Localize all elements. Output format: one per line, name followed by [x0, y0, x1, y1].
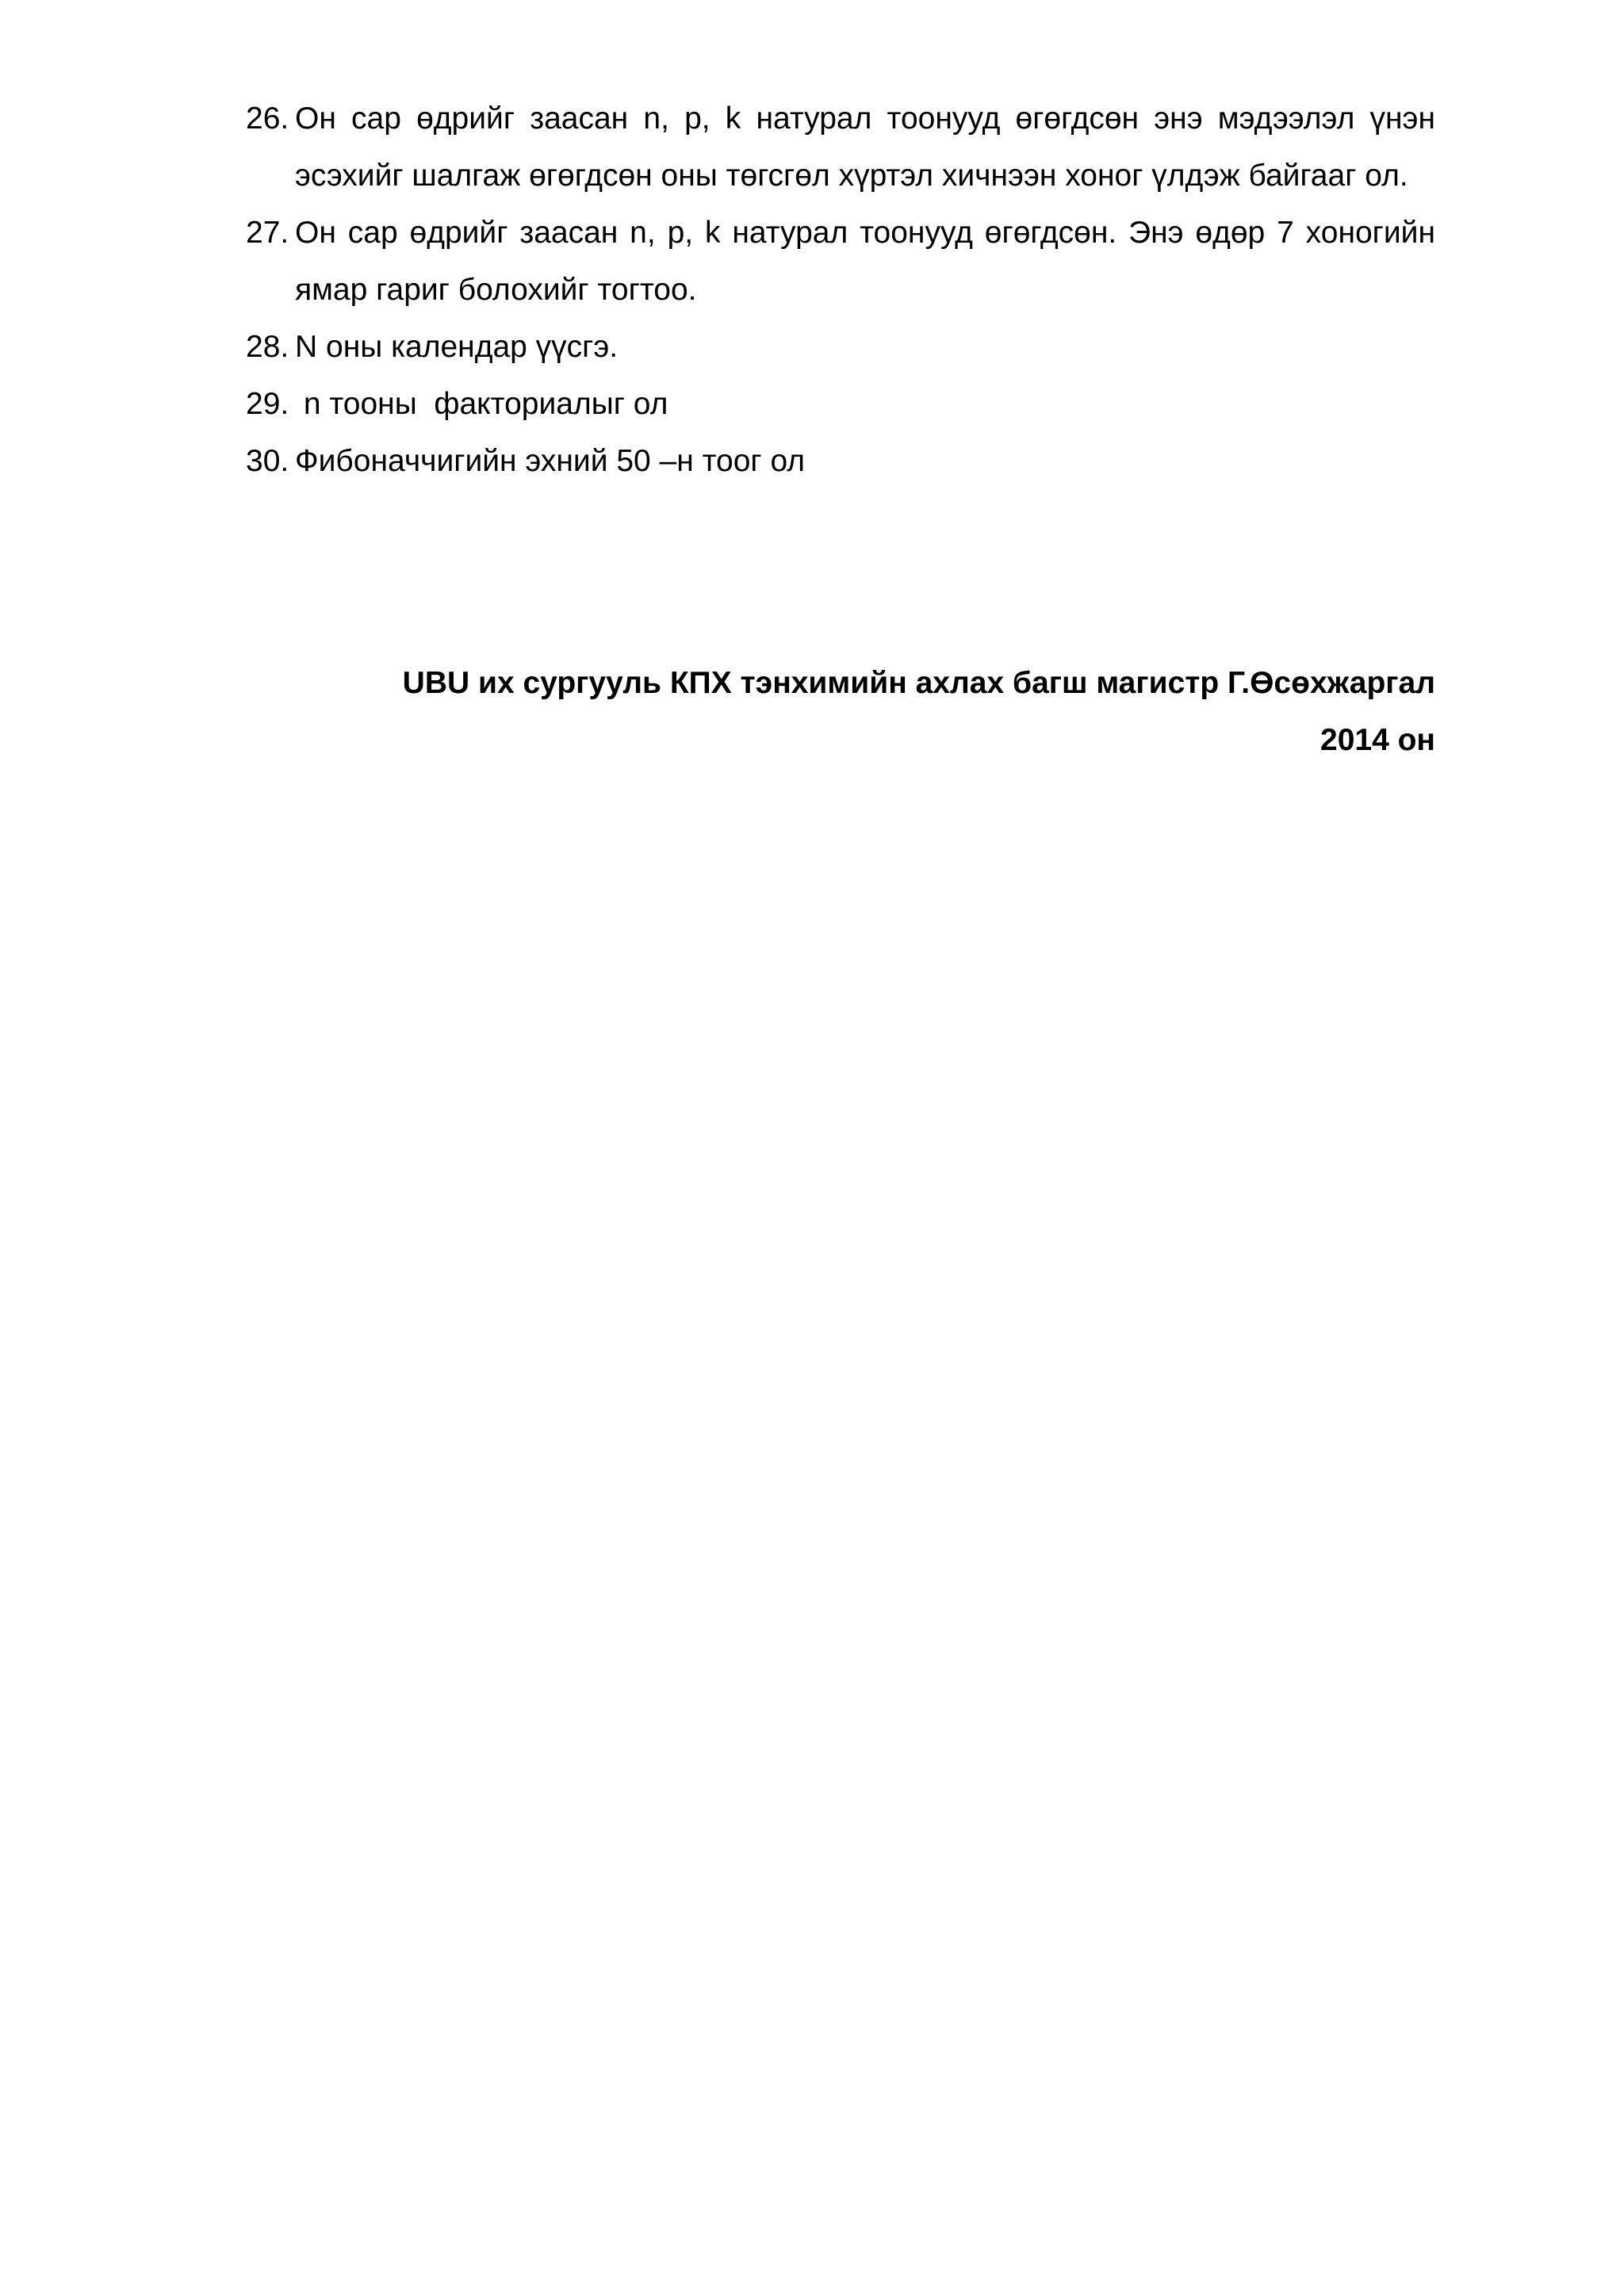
task-text: Он сар өдрийг заасан n, p, k натурал тоонууд өгөгдсөн энэ мэдээлэл үнэн эсэхийг шалгаж өгөгдсөн оны төгсгөл хүртэл хичнээн хоног үлдэж байгааг ол. [295, 101, 1435, 193]
task-item-29 [246, 376, 1435, 433]
task-list [246, 90, 1435, 490]
task-text: n тооны факториалыг ол [295, 387, 668, 421]
task-item-28 [246, 319, 1435, 376]
task-item-30 [246, 433, 1435, 490]
task-item-26 [246, 90, 1435, 205]
signature-author: UBU их сургууль КПХ тэнхимийн ахлах багш магистр Г.Өсөхжаргал [402, 666, 1435, 700]
task-number: 29. [246, 387, 289, 421]
signature-year: 2014 он [1320, 723, 1435, 757]
task-number: 27. [246, 216, 289, 250]
task-text: Фибоначчигийн эхний 50 –н тоог ол [295, 444, 806, 478]
task-item-27 [246, 205, 1435, 319]
task-text: Он сар өдрийг заасан n, p, k натурал тоонууд өгөгдсөн. Энэ өдөр 7 хоногийн ямар гариг болохийг тогтоо. [295, 216, 1435, 307]
signature-block [246, 655, 1435, 769]
task-number: 30. [246, 444, 289, 478]
task-number: 28. [246, 330, 289, 364]
task-number: 26. [246, 101, 289, 136]
task-text: N оны календар үүсгэ. [295, 330, 619, 364]
